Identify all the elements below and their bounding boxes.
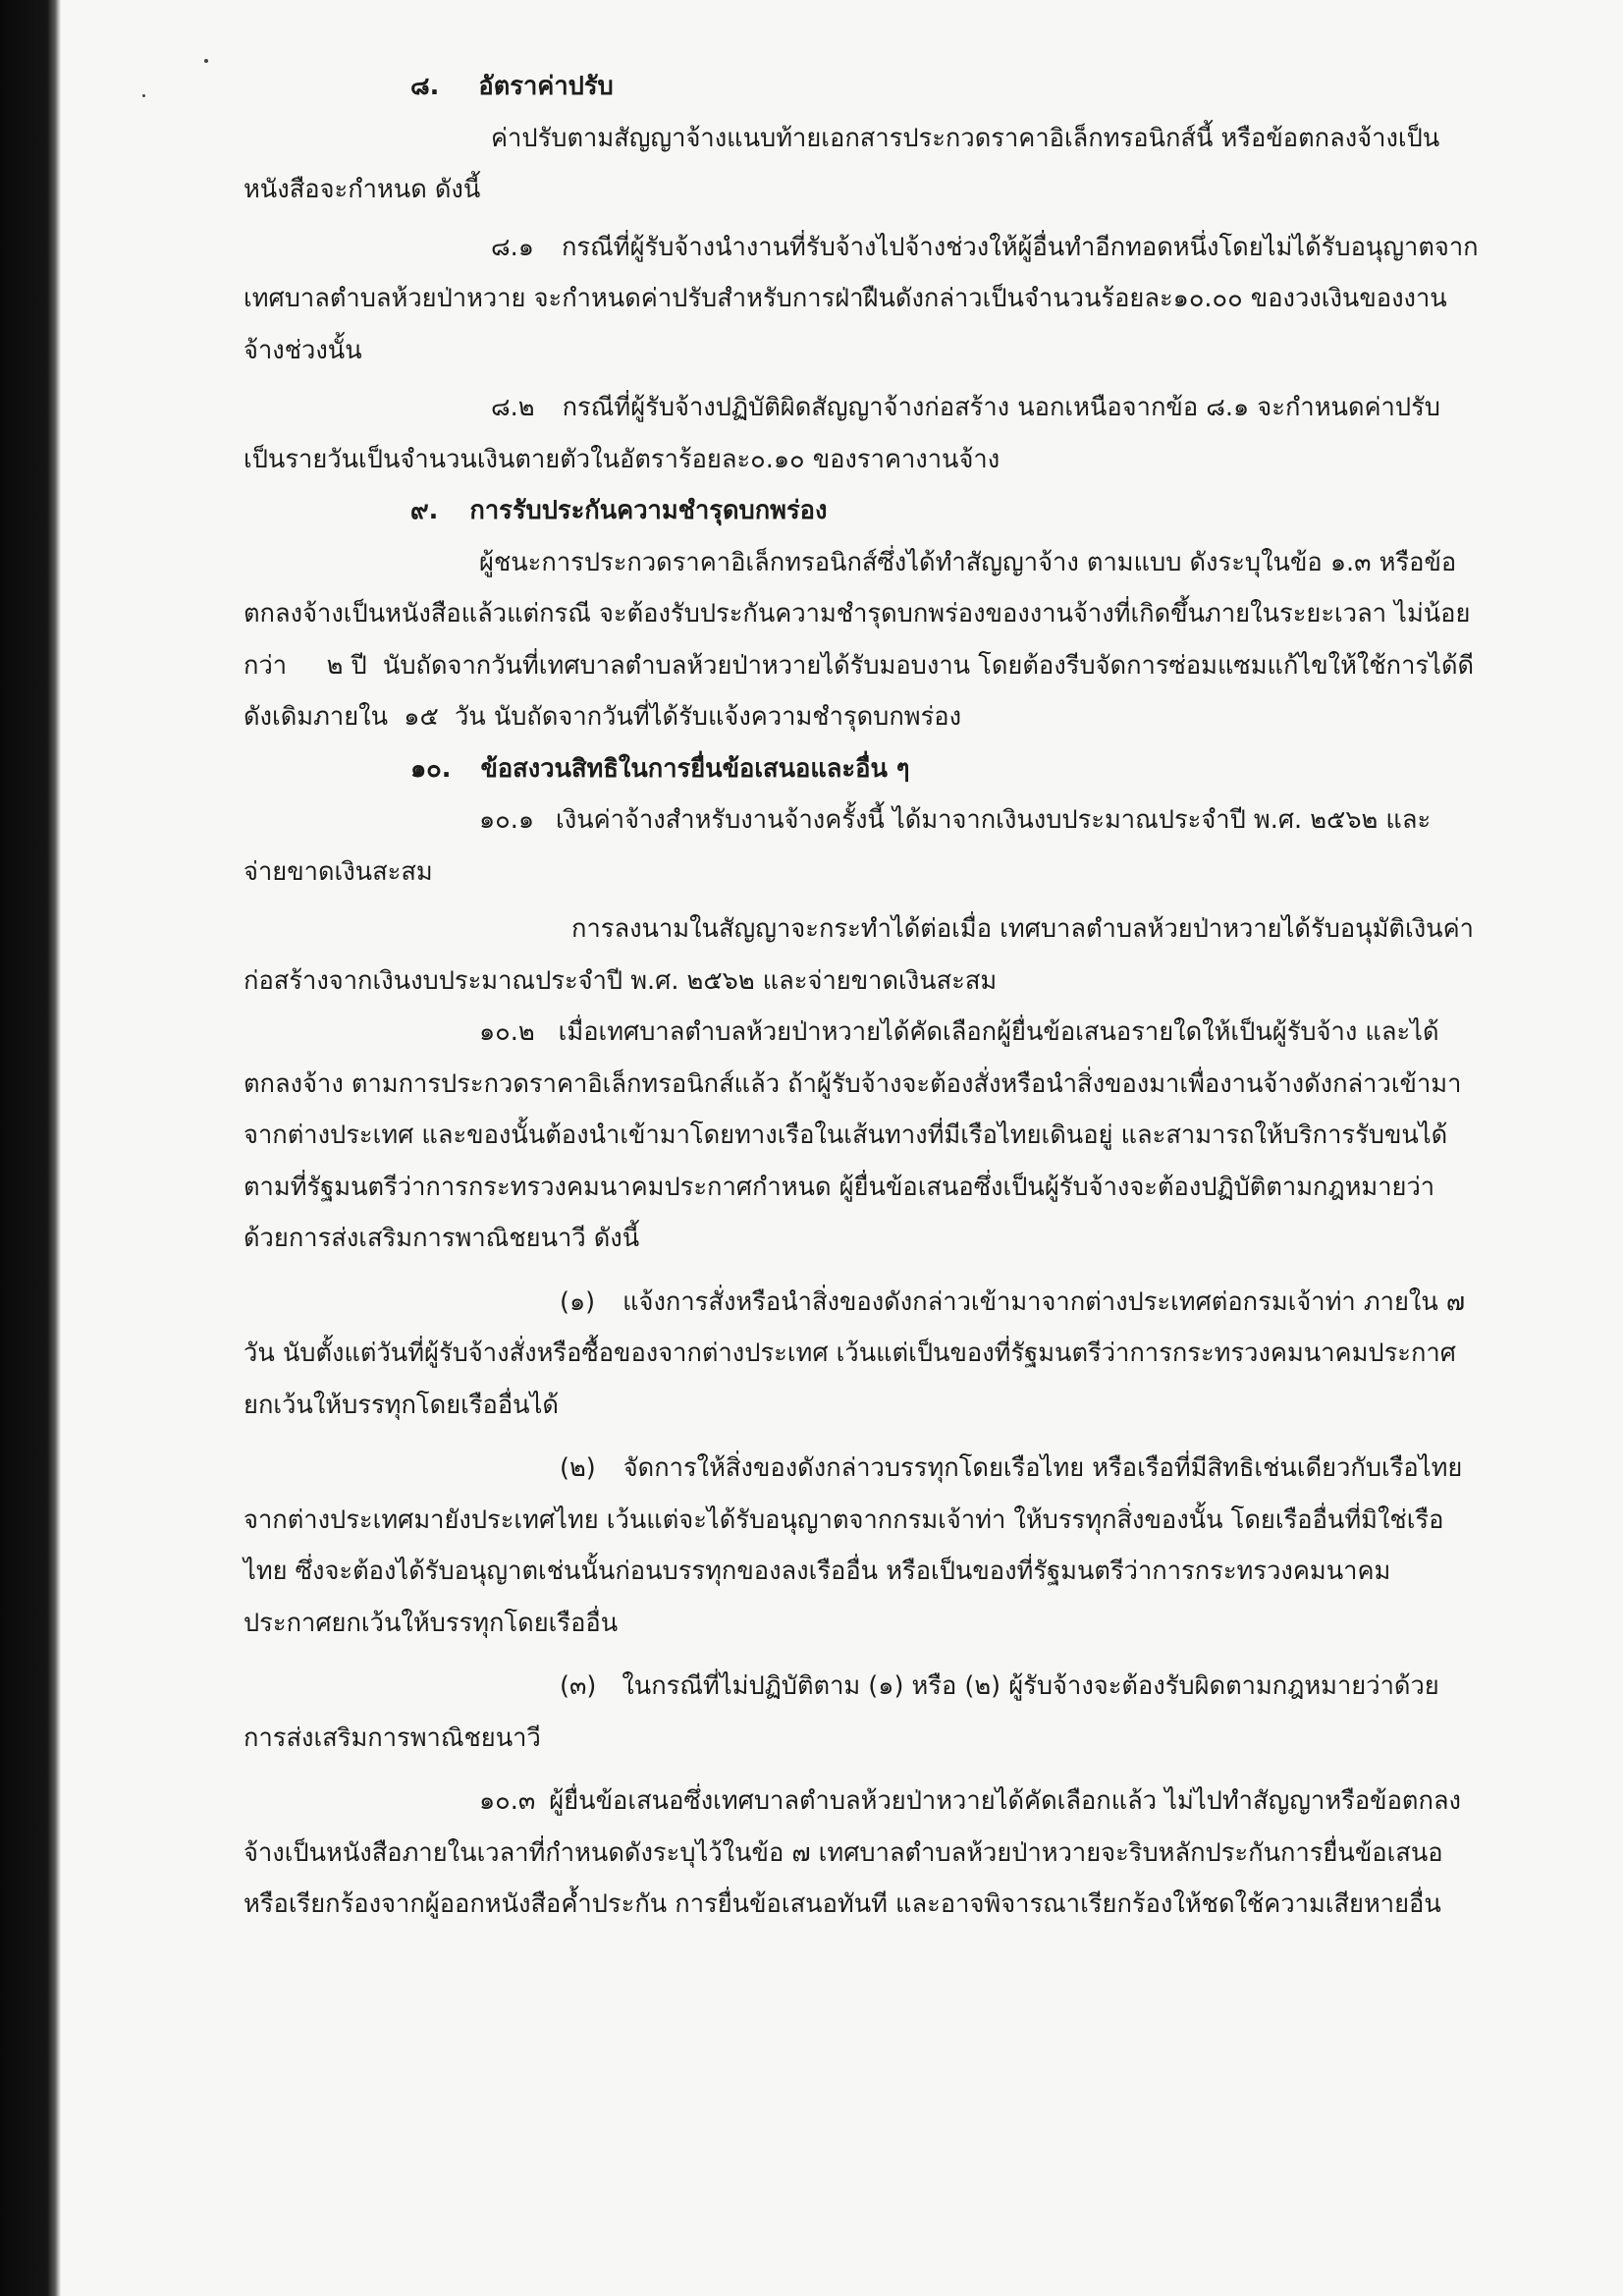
paragraph-line: [243, 640, 1551, 692]
line-text: เป็นรายวันเป็นจำนวนเงินตายตัวในอัตราร้อยละ๐.๑๐ ของราคางานจ้าง: [243, 444, 1001, 474]
item-number: ๘.: [410, 72, 440, 101]
item-number: ๑๐.๑: [479, 805, 535, 835]
line-text: ข้อสงวนสิทธิในการยื่นข้อเสนอและอื่น ๆ: [480, 753, 910, 784]
line-text: การลงนามในสัญญาจะกระทำได้ต่อเมื่อ เทศบาลตำบลห้วยป่าหวายได้รับอนุมัติเงินค่า: [571, 914, 1474, 944]
line-text: การรับประกันความชำรุดบกพร่อง: [469, 496, 828, 525]
paragraph-line: [243, 847, 1551, 899]
item-number: ๑๐.: [410, 753, 452, 784]
line-text: จ้างเป็นหนังสือภายในเวลาที่กำหนดดังระบุไว้ในข้อ ๗ เทศบาลตำบลห้วยป่าหวายจะริบหลักประกันการยื่นข้อเสนอ: [243, 1837, 1443, 1868]
line-text: ตกลงจ้างเป็นหนังสือแล้วแต่กรณี จะต้องรับประกันความชำรุดบกพร่องของงานจ้างที่เกิดขึ้นภายในระยะเวลา ไม่น้อย: [243, 599, 1471, 629]
line-text: จ้างช่วงนั้น: [243, 335, 362, 365]
item-number: ๘.๑: [491, 232, 534, 262]
paragraph-line: [243, 903, 1551, 956]
line-text: ค่าปรับตามสัญญาจ้างแนบท้ายเอกสารประกวดราคาอิเล็กทรอนิกส์นี้ หรือข้อตกลงจ้างเป็น: [491, 123, 1440, 153]
line-text: หรือเรียกร้องจากผู้ออกหนังสือค้ำประกัน การยื่นข้อเสนอทันที และอาจพิจารณาเรียกร้องให้ชดใช้ความเสียหายอื่น: [243, 1889, 1441, 1919]
line-text: กรณีที่ผู้รับจ้างนำงานที่รับจ้างไปจ้างช่วงให้ผู้อื่นทำอีกทอดหนึ่งโดยไม่ได้รับอนุญาตจาก: [561, 232, 1479, 262]
line-text: ผู้ชนะการประกวดราคาอิเล็กทรอนิกส์ซึ่งได้ทำสัญญาจ้าง ตามแบบ ดังระบุในข้อ ๑.๓ หรือข้อ: [479, 547, 1457, 577]
line-text: ประกาศยกเว้นให้บรรทุกโดยเรืออื่น: [243, 1608, 619, 1638]
paragraph-line: [243, 1776, 1551, 1828]
paragraph-line: [243, 588, 1551, 640]
paragraph-line: [243, 1546, 1551, 1598]
paragraph-line: [243, 273, 1551, 325]
line-text: การส่งเสริมการพาณิชยนาวี: [243, 1722, 541, 1753]
line-text: แจ้งการสั่งหรือนำสิ่งของดังกล่าวเข้ามาจากต่างประเทศต่อกรมเจ้าท่า ภายใน ๗: [622, 1286, 1466, 1317]
paragraph-line: [243, 164, 1551, 216]
paragraph-line: [243, 113, 1551, 165]
paragraph-line: [243, 956, 1551, 1008]
item-number: (๓): [560, 1671, 597, 1701]
paragraph-line: [243, 1443, 1551, 1495]
paragraph-line: [243, 1380, 1551, 1432]
paragraph-line: [243, 1162, 1551, 1214]
paragraph-line: [243, 1110, 1551, 1162]
item-number: ๑๐.๒: [479, 1017, 535, 1047]
line-text: เมื่อเทศบาลตำบลห้วยป่าหวายได้คัดเลือกผู้ยื่นข้อเสนอรายใดให้เป็นผู้รับจ้าง และได้: [558, 1017, 1439, 1047]
section-heading: [243, 485, 1551, 537]
paragraph-line: [243, 1713, 1551, 1765]
line-text: ด้วยการส่งเสริมการพาณิชยนาวี ดังนี้: [243, 1224, 640, 1253]
line-text: จากต่างประเทศ และของนั้นต้องนำเข้ามาโดยทางเรือในเส้นทางที่มีเรือไทยเดินอยู่ และสามารถให้บริการรับขนได้: [243, 1121, 1448, 1150]
line-text: ไทย ซึ่งจะต้องได้รับอนุญาตเช่นนั้นก่อนบรรทุกของลงเรืออื่น หรือเป็นของที่รัฐมนตรีว่าการกระทรวงคมนาคม: [243, 1557, 1391, 1586]
line-text: จัดการให้สิ่งของดังกล่าวบรรทุกโดยเรือไทย หรือเรือที่มีสิทธิเช่นเดียวกับเรือไทย: [622, 1453, 1463, 1483]
paragraph-line: [243, 1828, 1551, 1880]
item-number: (๑): [560, 1286, 596, 1317]
line-text: ดังเดิมภายใน ๑๕ วัน นับถัดจากวันที่ได้รับแจ้งความชำรุดบกพร่อง: [243, 702, 962, 732]
line-text: กรณีที่ผู้รับจ้างปฏิบัติผิดสัญญาจ้างก่อสร้าง นอกเหนือจากข้อ ๘.๑ จะกำหนดค่าปรับ: [562, 393, 1440, 422]
line-text: ผู้ยื่นข้อเสนอซึ่งเทศบาลตำบลห้วยป่าหวายได้คัดเลือกแล้ว ไม่ไปทำสัญญาหรือข้อตกลง: [549, 1786, 1461, 1816]
paragraph-line: [243, 1007, 1551, 1059]
line-text: จากต่างประเทศมายังประเทศไทย เว้นแต่จะได้รับอนุญาตจากกรมเจ้าท่า ให้บรรทุกสิ่งของนั้น โดยเรืออื่นที่มิใช่เรือ: [243, 1504, 1444, 1535]
line-text: จ่ายขาดเงินสะสม: [243, 856, 433, 887]
item-number: (๒): [560, 1453, 596, 1483]
paragraph-line: [243, 1277, 1551, 1329]
scan-speck: [204, 59, 208, 63]
paragraph-line: [243, 1495, 1551, 1547]
line-text: ในกรณีที่ไม่ปฏิบัติตาม (๑) หรือ (๒) ผู้รับจ้างจะต้องรับผิดตามกฎหมายว่าด้วย: [622, 1671, 1439, 1701]
paragraph-line: [243, 382, 1551, 434]
line-text: ก่อสร้างจากเงินงบประมาณประจำปี พ.ศ. ๒๕๖๒ และจ่ายขาดเงินสะสม: [243, 965, 998, 996]
line-text: กว่า ๒ ปี นับถัดจากวันที่เทศบาลตำบลห้วยป่าหวายได้รับมอบงาน โดยต้องรีบจัดการซ่อมแซมแก้ไขให้ใช้การได้ดี: [243, 650, 1475, 681]
line-text: หนังสือจะกำหนด ดังนี้: [243, 175, 481, 204]
item-number: ๘.๒: [491, 393, 535, 422]
paragraph-line: [243, 794, 1551, 847]
line-text: อัตราค่าปรับ: [478, 72, 614, 101]
line-text: เทศบาลตำบลห้วยป่าหวาย จะกำหนดค่าปรับสำหรับการฝ่าฝืนดังกล่าวเป็นจำนวนร้อยละ๑๐.๐๐ ของวงเงินของงาน: [243, 284, 1447, 313]
paragraph-line: [243, 434, 1551, 486]
line-text: วัน นับตั้งแต่วันที่ผู้รับจ้างสั่งหรือซื้อของจากต่างประเทศ เว้นแต่เป็นของที่รัฐมนตรีว่าการกระทรวงคมนาคมประกาศ: [243, 1339, 1456, 1368]
item-number: ๑๐.๓: [479, 1786, 536, 1816]
scan-edge: [0, 0, 61, 2296]
section-heading: [243, 743, 1551, 795]
paragraph-line: [243, 1661, 1551, 1713]
paragraph-line: [243, 1598, 1551, 1650]
line-text: ตามที่รัฐมนตรีว่าการกระทรวงคมนาคมประกาศกำหนด ผู้ยื่นข้อเสนอซึ่งเป็นผู้รับจ้างจะต้องปฏิบัติตามกฎหมายว่า: [243, 1172, 1435, 1202]
paragraph-line: [243, 325, 1551, 377]
paragraph-line: [243, 222, 1551, 274]
paragraph-line: [243, 1879, 1551, 1931]
paragraph-line: [243, 691, 1551, 743]
document-page: [243, 61, 1551, 1931]
paragraph-line: [243, 1213, 1551, 1265]
line-text: ยกเว้นให้บรรทุกโดยเรืออื่นได้: [243, 1390, 559, 1420]
item-number: ๙.: [410, 496, 439, 525]
section-heading: [243, 61, 1551, 113]
scan-speck: [142, 94, 145, 97]
line-text: ตกลงจ้าง ตามการประกวดราคาอิเล็กทรอนิกส์แล้ว ถ้าผู้รับจ้างจะต้องสั่งหรือนำสิ่งของมาเพื่องานจ้างดังกล่าวเข้ามา: [243, 1068, 1462, 1099]
paragraph-line: [243, 537, 1551, 589]
line-text: เงินค่าจ้างสำหรับงานจ้างครั้งนี้ ได้มาจากเงินงบประมาณประจำปี พ.ศ. ๒๕๖๒ และ: [556, 805, 1432, 835]
paragraph-line: [243, 1059, 1551, 1111]
paragraph-line: [243, 1328, 1551, 1380]
